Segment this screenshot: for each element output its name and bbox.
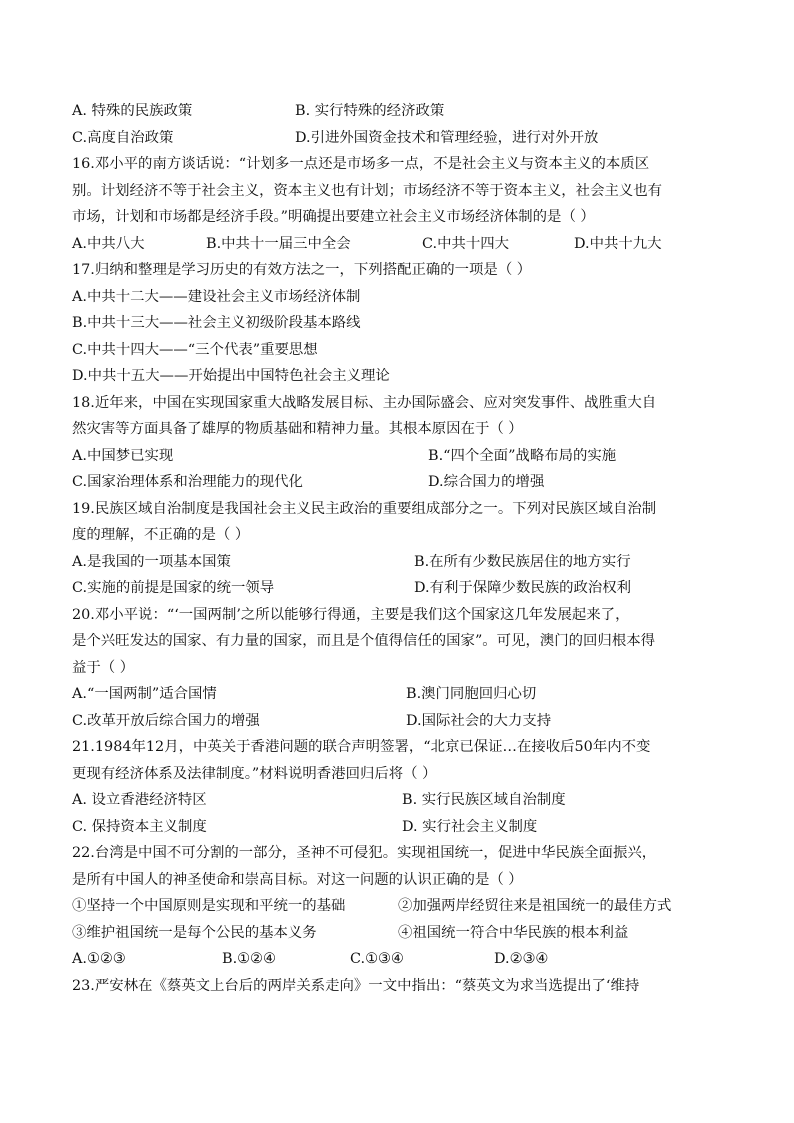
q19-stem-line: 19.民族区域自治制度是我国社会主义民主政治的重要组成部分之一。下列对民族区域自治制 [72, 500, 657, 517]
q15-options-row2 [72, 125, 732, 152]
q22-option-a: A.①②③ [72, 951, 126, 967]
q18-option-a: A.中国梦已实现 [72, 447, 174, 464]
q21-options [72, 787, 732, 814]
q16-option-c: C.中共十四大 [422, 235, 510, 252]
q15-option-c: C.高度自治政策 [72, 129, 174, 146]
q21-option-d: D. 实行社会主义制度 [402, 818, 538, 835]
q17-option-b: B.中共十三大——社会主义初级阶段基本路线 [72, 315, 361, 331]
q19-options-row2 [72, 575, 732, 602]
q22-statement-4: ④祖国统一符合中华民族的根本利益 [398, 924, 629, 941]
q15-option-b: B. 实行特殊的经济政策 [295, 103, 445, 119]
q22-statement-1: ①坚持一个中国原则是实现和平统一的基础 [72, 898, 346, 914]
q18-stem-line: 然灾害等方面具备了雄厚的物质基础和精神力量。其根本原因在于（ ） [72, 421, 523, 437]
q17-option-a: A.中共十二大——建设社会主义市场经济体制 [72, 288, 361, 305]
q20-option-b: B.澳门同胞回归心切 [406, 686, 537, 702]
q22-option-b: B.①②④ [222, 951, 276, 967]
q18-option-b: B.“四个全面”战略布局的实施 [428, 447, 617, 464]
q18-option-c: C.国家治理体系和治理能力的现代化 [72, 474, 303, 490]
q18-stem-line: 18.近年来，中国在实现国家重大战略发展目标、主办国际盛会、应对突发事件、战胜重大自 [72, 394, 657, 411]
q19-option-d: D.有利于保障少数民族的政治权利 [414, 580, 632, 596]
q22-statements-row2 [72, 920, 732, 947]
q22-option-d: D.②③④ [494, 951, 549, 967]
q20-stem-line: 益于（ ） [72, 659, 135, 676]
q20-option-c: C.改革开放后综合国力的增强 [72, 712, 260, 729]
q19-option-b: B.在所有少数民族居住的地方实行 [414, 553, 631, 570]
q17-option-c: C.中共十四大——“三个代表”重要思想 [72, 341, 318, 358]
q18-options [72, 443, 732, 470]
q22-option-c: C.①③④ [350, 951, 404, 967]
q21-option-c: C. 保持资本主义制度 [72, 818, 207, 835]
q18-option-d: D.综合国力的增强 [428, 474, 545, 490]
q16-stem-line: 市场，计划和市场都是经济手段。”明确提出要建立社会主义市场经济体制的是（ ） [72, 209, 595, 225]
q22-statement-2: ②加强两岸经贸往来是祖国统一的最佳方式 [398, 898, 672, 914]
q22-statements [72, 893, 732, 920]
q20-option-a: A.“一国两制”适合国情 [72, 686, 217, 702]
q21-stem-line: 21.1984年12月，中英关于香港问题的联合声明签署，“北京已保证…在接收后50年内不变 [72, 739, 651, 755]
q17-stem-line: 17.归纳和整理是学习历史的有效方法之一，下列搭配正确的一项是（ ） [72, 262, 532, 278]
q20-options-row2 [72, 708, 732, 735]
q20-stem-line: 是个兴旺发达的国家、有力量的国家，而且是个值得信任的国家”。可见，澳门的回归根本得 [72, 633, 655, 649]
q22-stem-line: 是所有中国人的神圣使命和崇高目标。对这一问题的认识正确的是（ ） [72, 871, 523, 888]
q21-option-b: B. 实行民族区域自治制度 [402, 792, 566, 808]
q19-option-a: A.是我国的一项基本国策 [72, 553, 231, 570]
q16-stem-line: 别。计划经济不等于社会主义，资本主义也有计划；市场经济不等于资本主义，社会主义也有 [72, 182, 663, 199]
q22-stem-line: 22.台湾是中国不可分割的一部分，圣神不可侵犯。实现祖国统一，促进中华民族全面振兴， [72, 845, 657, 861]
q21-stem-line: 更现有经济体系及法律制度。”材料说明香港回归后将（ ） [72, 765, 437, 782]
q16-options [72, 231, 732, 258]
q17-option-d: D.中共十五大——开始提出中国特色社会主义理论 [72, 368, 390, 384]
q21-option-a: A. 设立香港经济特区 [72, 792, 207, 808]
exam-page [72, 98, 732, 999]
q15-options [72, 98, 732, 125]
q16-option-a: A.中共八大 [72, 235, 145, 252]
q21-options-row2 [72, 814, 732, 841]
q16-stem-line: 16.邓小平的南方谈话说：“计划多一点还是市场多一点，不是社会主义与资本主义的本质区 [72, 156, 650, 172]
q16-option-b: B.中共十一届三中全会 [206, 235, 351, 252]
q22-statement-3: ③维护祖国统一是每个公民的基本义务 [72, 924, 317, 941]
q15-option-a: A. 特殊的民族政策 [72, 103, 193, 119]
q22-options [72, 946, 732, 973]
q19-stem-line: 度的理解，不正确的是（ ） [72, 527, 250, 543]
q20-option-d: D.国际社会的大力支持 [406, 712, 552, 729]
q16-option-d: D.中共十九大 [574, 235, 662, 252]
q18-options-row2 [72, 469, 732, 496]
q23-stem-line: 23.严安林在《蔡英文上台后的两岸关系走向》一文中指出：“蔡英文为求当选提出了‘维持 [72, 977, 640, 994]
q15-option-d: D.引进外国资金技术和管理经验，进行对外开放 [295, 129, 599, 146]
q19-option-c: C.实施的前提是国家的统一领导 [72, 580, 275, 596]
q20-stem-line: 20.邓小平说：“‘一国两制’之所以能够行得通，主要是我们这个国家这几年发展起来了， [72, 606, 630, 623]
q20-options [72, 681, 732, 708]
q19-options [72, 549, 732, 576]
